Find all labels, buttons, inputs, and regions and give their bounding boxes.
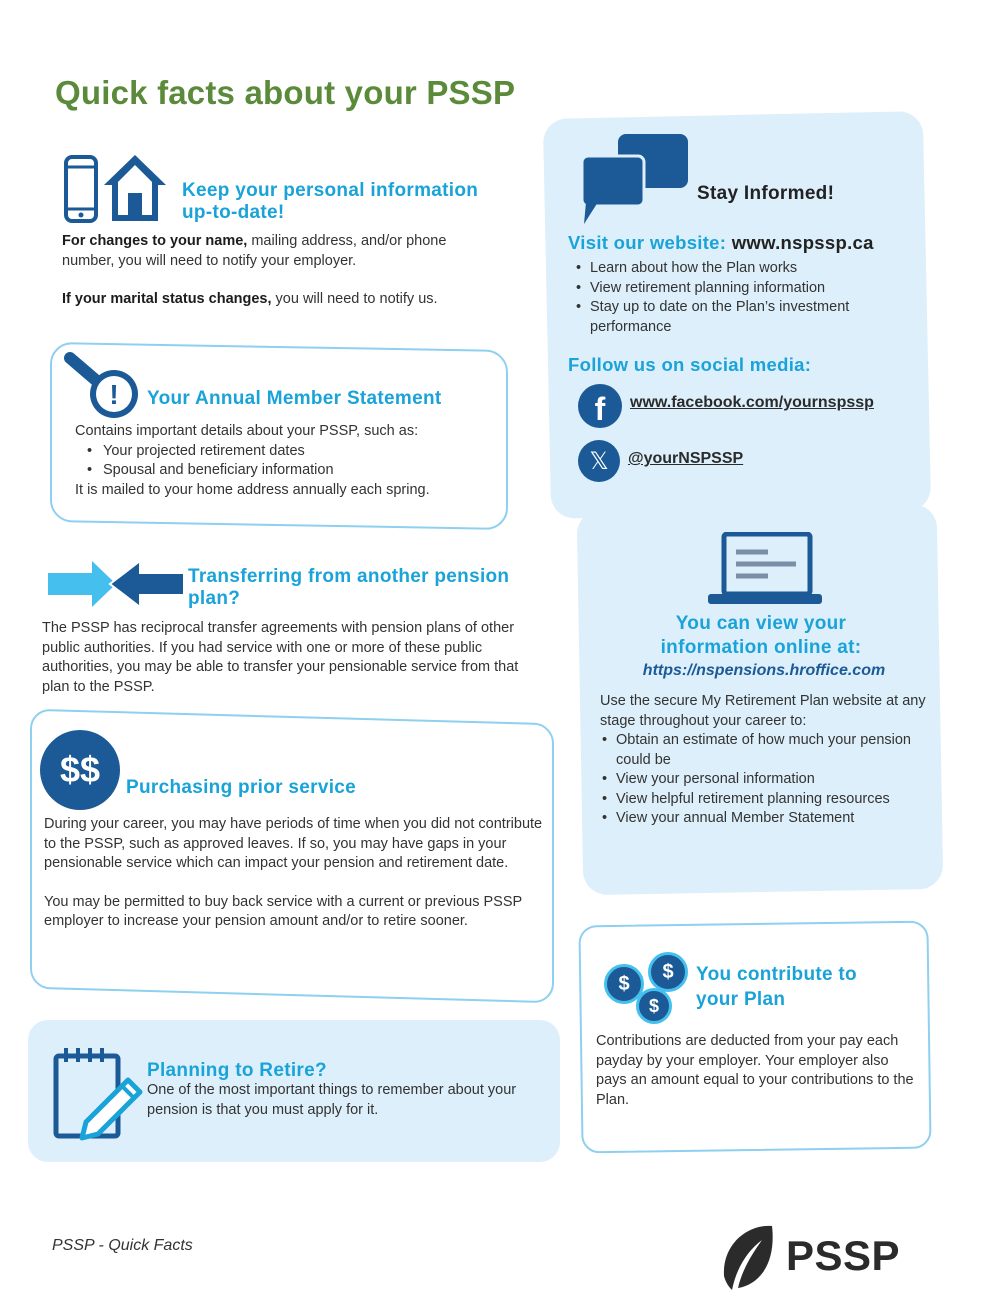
name-change-label: For changes to your name, — [62, 233, 248, 249]
pssp-logo — [718, 1222, 918, 1292]
facebook-link[interactable]: www.facebook.com/yournspssp — [630, 394, 874, 411]
website-line — [568, 232, 918, 254]
name-change-text: mailing address, and/or phone number, you will need to notify your employer. — [62, 233, 447, 269]
transfer-body: The PSSP has reciprocal transfer agreements with pension plans of other public authorities. If you had service with one or more of these public authorities, you may be able to transfer your pensionable service from that plan to the PSSP. — [42, 620, 519, 695]
marital-change-label: If your marital status changes, — [62, 291, 272, 307]
contribute-body: Contributions are deducted from your pay each payday by your employer. Your employer also pays an amount equal to your contributions to the Plan. — [596, 1033, 914, 1108]
online-heading-line2: information online at: — [660, 637, 862, 658]
retire-panel — [28, 1020, 560, 1162]
contribute-heading-line1: You contribute to — [696, 964, 857, 985]
transfer-heading — [188, 566, 538, 610]
x-handle-link[interactable]: @yourNSPSSP — [628, 450, 744, 467]
marital-change-text: you will need to notify us. — [271, 291, 438, 307]
online-url[interactable]: https://nspensions.hroffice.com — [642, 662, 886, 679]
alert-symbol: ! — [109, 379, 119, 410]
chat-bubbles-icon — [582, 132, 690, 226]
prior-service-p1: During your career, you may have periods of time when you did not contribute to the PSSP, such as approved leaves. If so, you may have gaps in your pensionable service which can impact your pension and retirement date. — [44, 816, 543, 871]
laptop-icon — [706, 532, 824, 606]
page-title: Quick facts about your PSSP — [55, 74, 516, 111]
annual-statement-outro: It is mailed to your home address annually each spring. — [75, 481, 430, 498]
online-body — [600, 692, 928, 829]
transfer-section — [40, 555, 540, 700]
list-item: • Spousal and beneficiary information — [81, 461, 495, 481]
list-item: • Obtain an estimate of how much your pension could be — [600, 731, 928, 770]
coin-icon: $ — [648, 952, 688, 992]
annual-statement-body — [75, 422, 495, 500]
contribute-heading — [696, 962, 916, 1012]
x-icon[interactable]: 𝕏 — [578, 440, 620, 482]
transfer-heading-line2: plan? — [188, 588, 241, 609]
retire-heading: Planning to Retire? — [147, 1060, 327, 1081]
personal-info-heading: Keep your personal information up-to-date! — [182, 180, 479, 223]
prior-service-content — [40, 730, 548, 980]
social-heading: Follow us on social media: — [568, 354, 812, 375]
list-item: • Learn about how the Plan works — [574, 259, 894, 279]
annual-statement-content — [62, 350, 502, 520]
dollars-icon: $$ — [40, 730, 120, 810]
retire-body: One of the most important things to remember about your pension is that you must apply for it. — [147, 1082, 517, 1118]
magnifier-alert-icon — [64, 352, 144, 420]
leaf-icon — [718, 1222, 778, 1292]
list-item: • View retirement planning information — [574, 279, 894, 299]
stay-informed-heading: Stay Informed! — [697, 183, 835, 204]
coin-icon: $ — [604, 964, 644, 1004]
list-item: • Stay up to date on the Plan’s investment performance — [574, 298, 894, 337]
online-content — [596, 530, 926, 880]
online-intro: Use the secure My Retirement Plan website at any stage throughout your career to: — [600, 693, 926, 729]
annual-statement-intro: Contains important details about your PSSP, such as: — [75, 423, 419, 439]
phone-icon — [64, 155, 98, 223]
personal-info-body — [62, 232, 502, 310]
transfer-arrows-icon — [48, 559, 184, 609]
logo-wordmark: PSSP — [786, 1232, 901, 1279]
prior-service-body — [44, 815, 544, 932]
list-item: • Your projected retirement dates — [81, 442, 495, 462]
prior-service-heading: Purchasing prior service — [126, 777, 357, 798]
footer-text: PSSP - Quick Facts — [52, 1237, 193, 1254]
online-list — [600, 731, 928, 829]
contribute-heading-line2: your Plan — [696, 989, 786, 1010]
notepad-pencil-icon — [52, 1046, 144, 1142]
transfer-heading-line1: Transferring from another pension — [188, 566, 510, 587]
stay-informed-content — [568, 130, 918, 510]
coin-icon: $ — [636, 988, 672, 1024]
annual-statement-heading: Your Annual Member Statement — [147, 388, 442, 409]
online-heading — [596, 612, 926, 660]
website-label: Visit our website: — [568, 232, 732, 253]
website-url[interactable]: www.nspssp.ca — [731, 232, 874, 253]
online-heading-line1: You can view your — [675, 613, 847, 634]
personal-info-section — [60, 150, 510, 320]
prior-service-p2: You may be permitted to buy back service with a current or previous PSSP employer to increase your pension amount and/or to retire sooner. — [44, 893, 522, 929]
facebook-icon[interactable]: f — [578, 384, 622, 428]
contribute-content — [592, 940, 922, 1140]
house-icon — [102, 153, 168, 223]
list-item: • View your annual Member Statement — [600, 809, 928, 829]
list-item: • View your personal information — [600, 770, 928, 790]
stay-informed-list — [574, 259, 894, 337]
list-item: • View helpful retirement planning resources — [600, 790, 928, 810]
